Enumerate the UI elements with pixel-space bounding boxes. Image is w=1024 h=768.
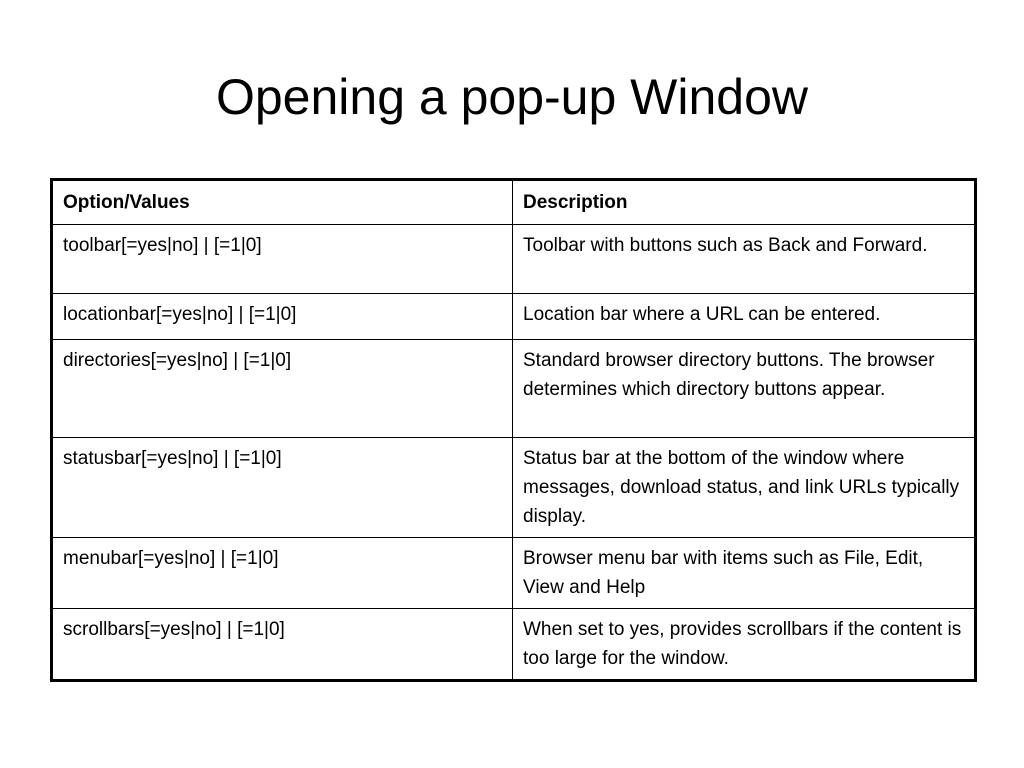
option-cell: directories[=yes|no] | [=1|0] xyxy=(52,340,513,438)
table-header xyxy=(52,180,976,225)
header-row xyxy=(52,180,976,225)
option-cell: statusbar[=yes|no] | [=1|0] xyxy=(52,438,513,538)
option-cell: locationbar[=yes|no] | [=1|0] xyxy=(52,294,513,340)
description-cell: When set to yes, provides scrollbars if the content is too large for the window. xyxy=(513,609,976,681)
table-row xyxy=(52,538,976,609)
option-cell: toolbar[=yes|no] | [=1|0] xyxy=(52,225,513,294)
table-row xyxy=(52,294,976,340)
option-cell: menubar[=yes|no] | [=1|0] xyxy=(52,538,513,609)
description-cell: Standard browser directory buttons. The browser determines which directory buttons appear. xyxy=(513,340,976,438)
table-row xyxy=(52,340,976,438)
description-cell: Status bar at the bottom of the window where messages, download status, and link URLs typically display. xyxy=(513,438,976,538)
table-row xyxy=(52,438,976,538)
description-cell: Location bar where a URL can be entered. xyxy=(513,294,976,340)
description-cell: Browser menu bar with items such as File, Edit, View and Help xyxy=(513,538,976,609)
slide-title: Opening a pop-up Window xyxy=(215,69,809,125)
header-option-values: Option/Values xyxy=(52,180,513,225)
option-cell: scrollbars[=yes|no] | [=1|0] xyxy=(52,609,513,681)
header-description: Description xyxy=(513,180,976,225)
table-body xyxy=(52,225,976,681)
options-table xyxy=(50,178,977,682)
description-cell: Toolbar with buttons such as Back and Forward. xyxy=(513,225,976,294)
table-row xyxy=(52,225,976,294)
table-row xyxy=(52,609,976,681)
